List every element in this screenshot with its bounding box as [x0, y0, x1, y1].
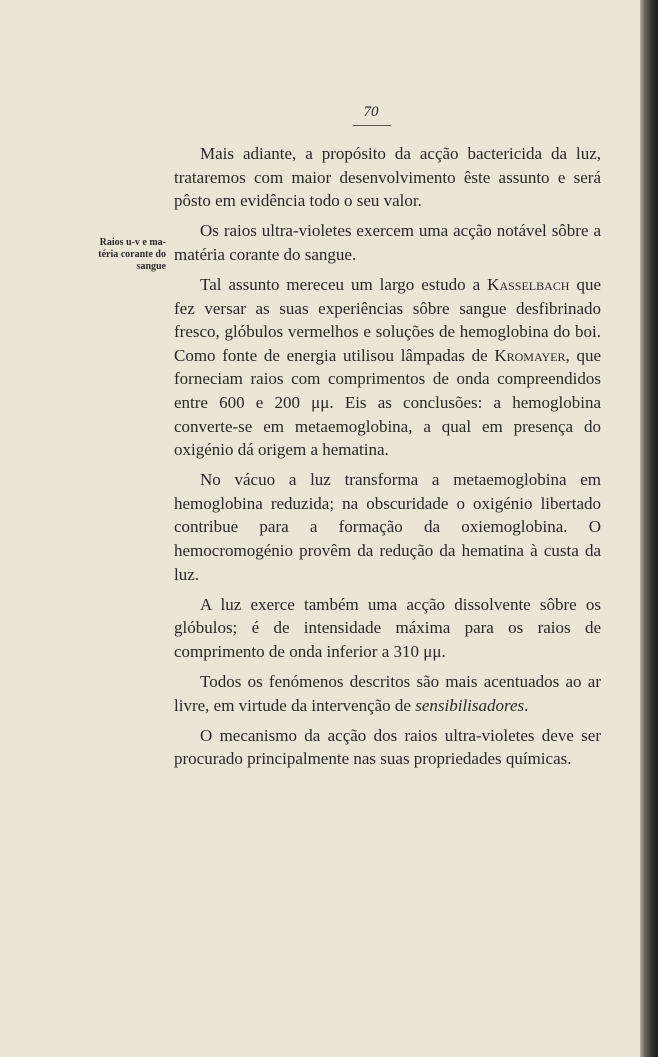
text-run: que fez versar as suas experiências sôbre sangue desfibrinado fresco, glóbulos vermelhos e soluções de hemoglobina do boi. Como fonte de energia utilisou lâmpadas de	[174, 274, 601, 365]
author-name: Kromayer	[494, 345, 566, 365]
text-run: O mecanismo da acção dos raios ultra-violetes deve ser procurado principalmente nas suas propriedades químicas.	[174, 725, 601, 769]
paragraph	[174, 468, 601, 586]
paragraph	[174, 142, 601, 213]
margin-note: Raios u-v e ma-téria corante do sangue	[98, 237, 166, 272]
text-run: Tal assunto mereceu um largo estudo a	[200, 274, 488, 294]
text-run: , que forneciam raios com comprimentos de onda compreendidos entre 600 e 200 μμ. Eis as conclusões: a hemoglobina converte-se em metaemoglobina, a qual em presença do oxigénio dá origem a hematina.	[174, 345, 601, 460]
body-text	[174, 142, 601, 777]
page-number: 70	[363, 104, 379, 120]
paragraph	[174, 219, 601, 266]
emphasis-text: sensibilisadores	[415, 695, 525, 715]
author-name: Kasselbach	[487, 274, 570, 294]
text-run: A luz exerce também uma acção dissolvente sôbre os glóbulos; é de intensidade máxima para os raios de comprimento de onda inferior a 310 μμ.	[174, 594, 601, 661]
book-binding-edge	[640, 0, 658, 1057]
text-run: .	[524, 695, 529, 715]
paragraph	[174, 273, 601, 462]
paragraph	[174, 593, 601, 664]
paragraph	[174, 670, 601, 717]
page-number-rule	[353, 125, 391, 126]
text-run: Os raios ultra-violetes exercem uma acção notável sôbre a matéria corante do sangue.	[174, 221, 601, 264]
text-run: Todos os fenómenos descritos são mais acentuados ao ar livre, em virtude da intervenção de	[174, 671, 601, 715]
text-run: No vácuo a luz transforma a metaemoglobina em hemoglobina reduzida; na obscuridade o oxigénio libertado contribue para a formação da oxiemoglobina. O hemocromogénio provêm da redução da hematina à custa da luz.	[174, 470, 601, 584]
paragraph	[174, 724, 601, 771]
text-run: Mais adiante, a propósito da acção bactericida da luz, trataremos com maior desenvolvimento êste assunto e será pôsto em evidência todo o seu valor.	[174, 144, 601, 211]
